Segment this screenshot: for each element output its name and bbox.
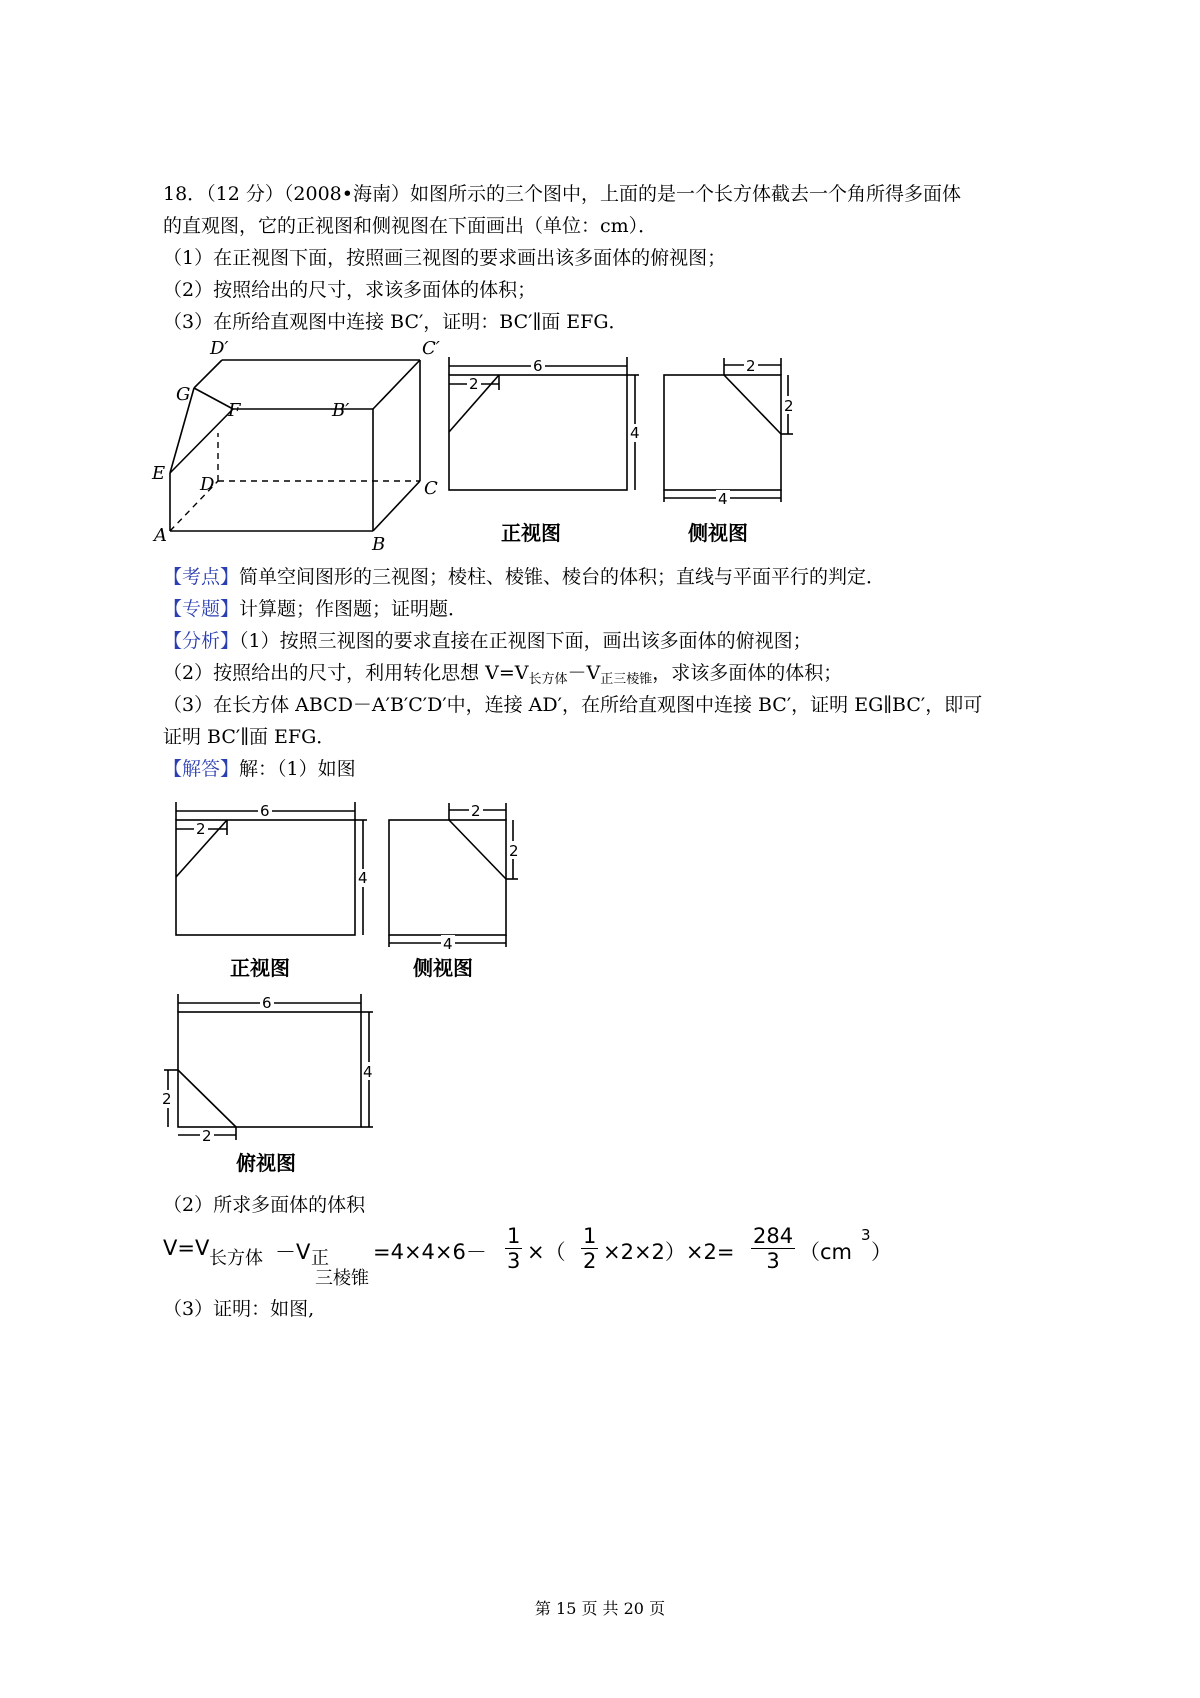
- dim-four: 4: [718, 490, 728, 508]
- part-3-heading: （3）证明：如图,: [163, 1298, 315, 1320]
- dim-two: 2: [784, 397, 794, 415]
- dim-four: 4: [443, 935, 453, 953]
- top-view-caption: 俯视图: [236, 1151, 296, 1175]
- zhuanti-line: 【专题】计算题；作图题；证明题．: [163, 598, 468, 620]
- perspective-figure: [152, 338, 440, 558]
- label-D-prime: D′: [210, 338, 229, 359]
- fraction-one-third: $\frac{1}{3}$: [507, 1224, 521, 1273]
- dim-six: 6: [533, 357, 543, 375]
- dim-six: 6: [260, 802, 270, 820]
- fraction-one-half: $\frac{1}{2}$: [583, 1224, 597, 1273]
- kaodian-line: 【考点】简单空间图形的三视图；棱柱、棱锥、棱台的体积；直线与平面平行的判定．: [163, 566, 886, 588]
- top-view-answer: [160, 990, 390, 1190]
- fraction-284-thirds: $\frac{284}{3}$: [753, 1224, 794, 1273]
- question-3: （3）在所给直观图中连接 BC′，证明：BC′∥面 EFG．: [163, 311, 628, 333]
- front-view-top: [445, 350, 645, 550]
- label-D: D: [200, 474, 215, 495]
- dim-two: 2: [469, 375, 479, 393]
- fenxi-tag: 【分析】: [163, 630, 240, 652]
- volume-formula: V=V 长方体 －V 正 三棱锥 =4×4×6－ $\frac{1}{3}$ ×（ $\frac{1}{2}$ ×2×2）×2= $\frac{284}{3}$ （cm 3 ）: [163, 1224, 892, 1289]
- jieda-tag: 【解答】: [163, 758, 240, 780]
- label-B: B: [372, 534, 386, 555]
- dim-four: 4: [358, 869, 368, 887]
- front-view-caption: 正视图: [230, 956, 290, 980]
- front-view-answer: [172, 795, 382, 995]
- jieda-line: 【解答】解：（1）如图: [163, 758, 356, 780]
- zhuanti-tag: 【专题】: [163, 598, 240, 620]
- dim-six: 6: [262, 994, 272, 1012]
- dim-two: 2: [196, 820, 206, 838]
- fenxi-line-2: （2）按照给出的尺寸，利用转化思想 $V=V_{长方体}-V_{正三棱锥}$，求该多面体的体积；: [163, 662, 843, 687]
- dim-four: 4: [630, 424, 640, 442]
- dim-two: 2: [162, 1090, 172, 1108]
- label-E: E: [152, 463, 166, 484]
- side-view-top: [660, 350, 810, 550]
- fenxi-line-3: （3）在长方体 ABCD－A′B′C′D′中，连接 AD′，在所给直观图中连接 BC′，证明 EG∥BC′，即可: [163, 694, 983, 716]
- label-B-prime: B′: [332, 400, 350, 421]
- side-view-answer: [385, 795, 535, 995]
- kaodian-tag: 【考点】: [163, 566, 240, 588]
- dim-two: 2: [509, 842, 519, 860]
- question-1: （1）在正视图下面，按照画三视图的要求画出该多面体的俯视图；: [163, 247, 727, 269]
- dim-four: 4: [363, 1063, 373, 1081]
- label-A: A: [154, 525, 167, 546]
- fenxi-line-4: 证明 BC′∥面 EFG．: [163, 726, 336, 748]
- part-2-heading: （2）所求多面体的体积: [163, 1194, 366, 1216]
- dim-two: 2: [202, 1127, 212, 1145]
- label-F: F: [228, 400, 241, 421]
- label-G: G: [176, 384, 191, 405]
- label-C: C: [424, 478, 438, 499]
- front-view-caption: 正视图: [501, 521, 561, 545]
- problem-line-2: 的直观图，它的正视图和侧视图在下面画出（单位：cm）．: [163, 215, 658, 237]
- fenxi-line-1: 【分析】（1）按照三视图的要求直接在正视图下面，画出该多面体的俯视图；: [163, 630, 812, 652]
- page-footer: 第 15 页 共 20 页: [534, 1599, 666, 1618]
- side-view-caption: 侧视图: [413, 956, 473, 980]
- dim-two: 2: [471, 802, 481, 820]
- question-2: （2）按照给出的尺寸，求该多面体的体积；: [163, 279, 537, 301]
- label-C-prime: C′: [422, 338, 440, 359]
- dim-two: 2: [746, 357, 756, 375]
- problem-line-1: 18．（12 分）（2008•海南）如图所示的三个图中，上面的是一个长方体截去一个角所得多面体: [163, 183, 961, 205]
- side-view-caption: 侧视图: [688, 521, 748, 545]
